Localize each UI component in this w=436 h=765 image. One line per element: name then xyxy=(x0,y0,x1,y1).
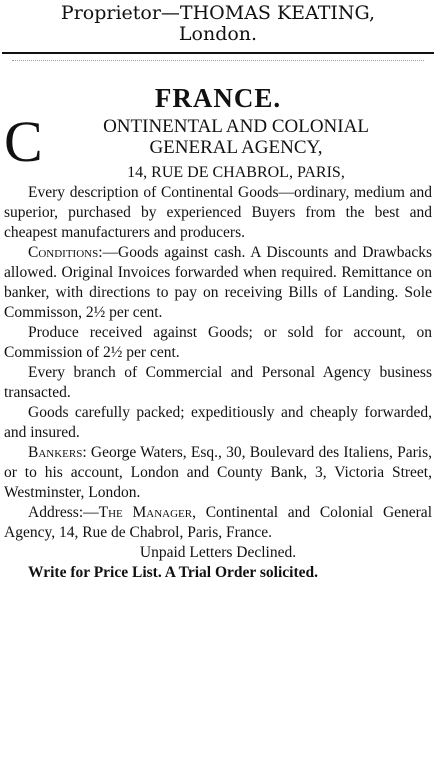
bankers-label: Bankers xyxy=(28,444,83,461)
conditions-text: :—Goods against cash. A Discounts and Drawbacks allowed. Original Invoices forwarded when required. Remittance on banker, with directions to pay on receiving Bills of Landing. Sole Commisson, 2½ per cent. xyxy=(4,244,432,321)
proprietor-block xyxy=(0,0,436,45)
proprietor-line: Proprietor—THOMAS KEATING, xyxy=(60,2,376,24)
bankers-paragraph xyxy=(4,443,432,503)
conditions-paragraph xyxy=(4,243,432,323)
agency-heading xyxy=(0,109,436,183)
drop-cap: C xyxy=(4,109,43,174)
proprietor-city: London. xyxy=(178,23,258,45)
agency-name-line1: ONTINENTAL AND COLONIAL xyxy=(103,116,369,137)
address-label: Address xyxy=(28,504,79,521)
country-heading: FRANCE. xyxy=(154,83,282,113)
produce-paragraph: Produce received against Goods; or sold for account, on Commission of 2½ per cent. xyxy=(4,324,432,361)
address-dash: :— xyxy=(78,504,99,521)
divider-rule xyxy=(2,52,434,54)
agency-business-paragraph: Every branch of Commercial and Personal Agency business transacted. xyxy=(4,364,432,401)
unpaid-letters-notice: Unpaid Letters Declined. xyxy=(139,544,297,561)
packing-paragraph: Goods carefully packed; expeditiously and cheaply forwarded, and insured. xyxy=(4,404,432,441)
address-text: Continental and Colonial General Agency, 14, Rue de Chabrol, Paris, France. xyxy=(4,504,432,541)
advertisement-body xyxy=(0,183,436,583)
print-speckle xyxy=(12,60,424,75)
price-list-notice: Write for Price List. A Trial Order solicited. xyxy=(28,564,318,581)
address-paragraph xyxy=(4,503,432,543)
address-manager: The Manager, xyxy=(98,504,196,521)
bankers-text: : George Waters, Esq., 30, Boulevard des Italiens, Paris, or to his account, London and County Bank, 3, Victoria Street, Westminster, London. xyxy=(4,444,432,501)
agency-address-line: 14, RUE DE CHABROL, PARIS, xyxy=(127,164,345,181)
description-paragraph: Every description of Continental Goods—ordinary, medium and superior, purchased by experienced Buyers from the best and cheapest manufacturers and producers. xyxy=(4,184,432,241)
agency-name-line2: GENERAL AGENCY, xyxy=(149,137,323,158)
conditions-label: Conditions xyxy=(28,244,99,261)
